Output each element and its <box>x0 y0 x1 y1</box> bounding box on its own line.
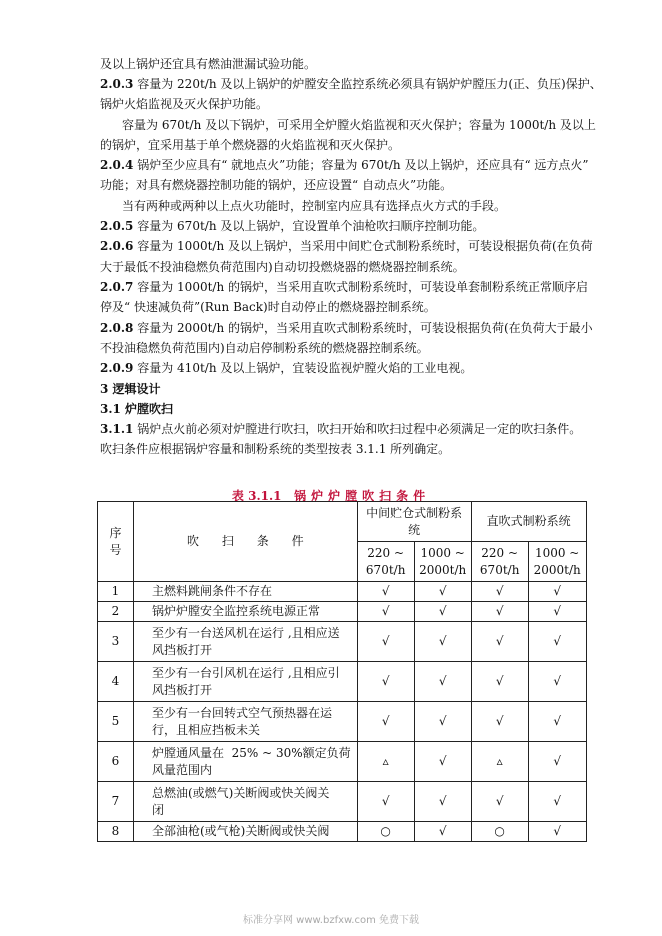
clause-text-line: 功能；对具有燃烧器控制功能的锅炉，还应设置“ 自动点火”功能。 <box>100 178 453 192</box>
table-title: 锅炉炉膛吹扫条件 <box>294 489 431 503</box>
row-mark: √ <box>357 782 414 822</box>
clause-2-0-7 <box>100 279 588 296</box>
subheader-capacity: 1000 ~ 2000t/h <box>528 542 586 582</box>
row-mark: √ <box>528 622 586 662</box>
header-seq: 序 号 <box>98 502 134 582</box>
row-mark: √ <box>414 702 471 742</box>
table-row <box>98 822 587 842</box>
section-heading: 3 逻辑设计 <box>100 382 161 396</box>
clause-text: 锅炉点火前必须对炉膛进行吹扫，吹扫开始和吹扫过程中必须满足一定的吹扫条件。 <box>137 422 582 436</box>
row-mark: √ <box>357 582 414 602</box>
header-direct-system: 直吹式制粉系统 <box>471 502 586 542</box>
subheader-capacity: 220 ~ 670t/h <box>357 542 414 582</box>
footer-watermark: 标准分享网 www.bzfxw.com 免费下载 <box>243 915 419 926</box>
clause-2-0-4 <box>100 157 589 174</box>
row-mark: √ <box>528 742 586 782</box>
table-row <box>98 582 587 602</box>
clause-text: 容量为 410t/h 及以上锅炉，宜装设监视炉膛火焰的工业电视。 <box>137 361 473 375</box>
clause-text: 锅炉至少应具有“ 就地点火”功能；容量为 670t/h 及以上锅炉，还应具有“ 远方点火” <box>137 158 589 172</box>
row-condition: 炉膛通风量在 25% ~ 30%额定负荷 风量范围内 <box>134 742 358 782</box>
clause-2-0-9 <box>100 360 472 377</box>
subheader-capacity: 1000 ~ 2000t/h <box>414 542 471 582</box>
row-number: 4 <box>98 662 134 702</box>
row-mark: √ <box>414 582 471 602</box>
clause-number: 2.0.7 <box>100 280 134 294</box>
row-mark: √ <box>528 602 586 622</box>
clause-text: 容量为 1000t/h 及以上锅炉，当采用中间贮仓式制粉系统时，可装设根据负荷(在负荷 <box>137 239 593 253</box>
clause-text-line: 当有两种或两种以上点火功能时，控制室内应具有选择点火方式的手段。 <box>122 199 507 213</box>
row-condition: 至少有一台回转式空气预热器在运 行，且相应挡板未关 <box>134 702 358 742</box>
table-header-row <box>98 502 587 542</box>
row-condition: 主燃料跳闸条件不存在 <box>134 582 358 602</box>
row-number: 6 <box>98 742 134 782</box>
clause-text-line: 不投油稳燃负荷范围内)自动启停制粉系统的燃烧器控制系统。 <box>100 341 429 355</box>
subheader-capacity: 220 ~ 670t/h <box>471 542 528 582</box>
row-mark: √ <box>528 662 586 702</box>
row-mark: √ <box>471 782 528 822</box>
row-number: 3 <box>98 622 134 662</box>
header-storage-system: 中间贮仓式制粉系 统 <box>357 502 471 542</box>
clause-number: 2.0.8 <box>100 321 134 335</box>
row-mark: √ <box>528 582 586 602</box>
table-row <box>98 742 587 782</box>
row-condition: 全部油枪(或气枪)关断阀或快关阀 <box>134 822 358 842</box>
row-condition: 至少有一台引风机在运行 ,且相应引 风挡板打开 <box>134 662 358 702</box>
row-mark: √ <box>357 662 414 702</box>
row-number: 8 <box>98 822 134 842</box>
clause-text: 容量为 670t/h 及以上锅炉，宜设置单个油枪吹扫顺序控制功能。 <box>137 219 485 233</box>
clause-2-0-8 <box>100 320 593 337</box>
clause-number: 2.0.6 <box>100 239 134 253</box>
row-mark: ○ <box>357 822 414 842</box>
header-condition: 吹 扫 条 件 <box>134 502 358 582</box>
clause-2-0-3 <box>100 76 602 93</box>
row-number: 5 <box>98 702 134 742</box>
clause-text-line: 的锅炉，宜采用基于单个燃烧器的火焰监视和灭火保护。 <box>100 138 401 152</box>
subsection-heading: 3.1 炉膛吹扫 <box>100 402 174 416</box>
row-mark: √ <box>357 702 414 742</box>
row-mark: √ <box>357 602 414 622</box>
row-mark: √ <box>471 662 528 702</box>
paragraph-continuation: 及以上锅炉还宜具有燃油泄漏试验功能。 <box>100 57 317 71</box>
clause-number: 2.0.3 <box>100 77 134 91</box>
row-mark: √ <box>414 822 471 842</box>
row-number: 7 <box>98 782 134 822</box>
clause-text: 容量为 220t/h 及以上锅炉的炉膛安全监控系统必须具有锅炉炉膛压力(正、负压)保护、 <box>137 77 602 91</box>
row-mark: ▵ <box>357 742 414 782</box>
clause-2-0-6 <box>100 238 593 255</box>
row-mark: ○ <box>471 822 528 842</box>
row-mark: √ <box>357 622 414 662</box>
row-mark: √ <box>528 702 586 742</box>
clause-3-1-1 <box>100 421 581 438</box>
row-number: 1 <box>98 582 134 602</box>
row-mark: ▵ <box>471 742 528 782</box>
clause-text-line: 停及“ 快速减负荷”(Run Back)时自动停止的燃烧器控制系统。 <box>100 300 436 314</box>
clause-text-line: 吹扫条件应根据锅炉容量和制粉系统的类型按表 3.1.1 所列确定。 <box>100 442 451 456</box>
clause-text: 容量为 1000t/h 的锅炉，当采用直吹式制粉系统时，可装设单套制粉系统正常顺序启 <box>137 280 588 294</box>
table-row <box>98 662 587 702</box>
clause-2-0-5 <box>100 218 484 235</box>
table-row <box>98 602 587 622</box>
row-mark: √ <box>471 582 528 602</box>
row-mark: √ <box>471 622 528 662</box>
clause-number: 2.0.4 <box>100 158 134 172</box>
row-mark: √ <box>528 822 586 842</box>
row-mark: √ <box>528 782 586 822</box>
row-condition: 至少有一台送风机在运行 ,且相应送 风挡板打开 <box>134 622 358 662</box>
clause-text: 容量为 2000t/h 的锅炉，当采用直吹式制粉系统时，可装设根据负荷(在负荷大于最小 <box>137 321 593 335</box>
row-condition: 总燃油(或燃气)关断阀或快关阀关 闭 <box>134 782 358 822</box>
purge-conditions-table <box>97 501 587 842</box>
clause-number: 2.0.9 <box>100 361 134 375</box>
clause-number: 3.1.1 <box>100 422 134 436</box>
row-number: 2 <box>98 602 134 622</box>
row-condition: 锅炉炉膛安全监控系统电源正常 <box>134 602 358 622</box>
table-row <box>98 782 587 822</box>
table-number: 表 3.1.1 <box>231 489 282 503</box>
row-mark: √ <box>414 602 471 622</box>
row-mark: √ <box>414 782 471 822</box>
row-mark: √ <box>414 742 471 782</box>
clause-text-line: 锅炉火焰监视及灭火保护功能。 <box>100 97 269 111</box>
table-row <box>98 622 587 662</box>
row-mark: √ <box>471 702 528 742</box>
row-mark: √ <box>414 662 471 702</box>
row-mark: √ <box>471 602 528 622</box>
row-mark: √ <box>414 622 471 662</box>
clause-text-line: 大于最低不投油稳燃负荷范围内)自动切投燃烧器的燃烧器控制系统。 <box>100 260 465 274</box>
clause-number: 2.0.5 <box>100 219 134 233</box>
clause-text-line: 容量为 670t/h 及以下锅炉，可采用全炉膛火焰监视和灭火保护；容量为 1000t/h 及以上 <box>122 118 596 132</box>
table-row <box>98 702 587 742</box>
